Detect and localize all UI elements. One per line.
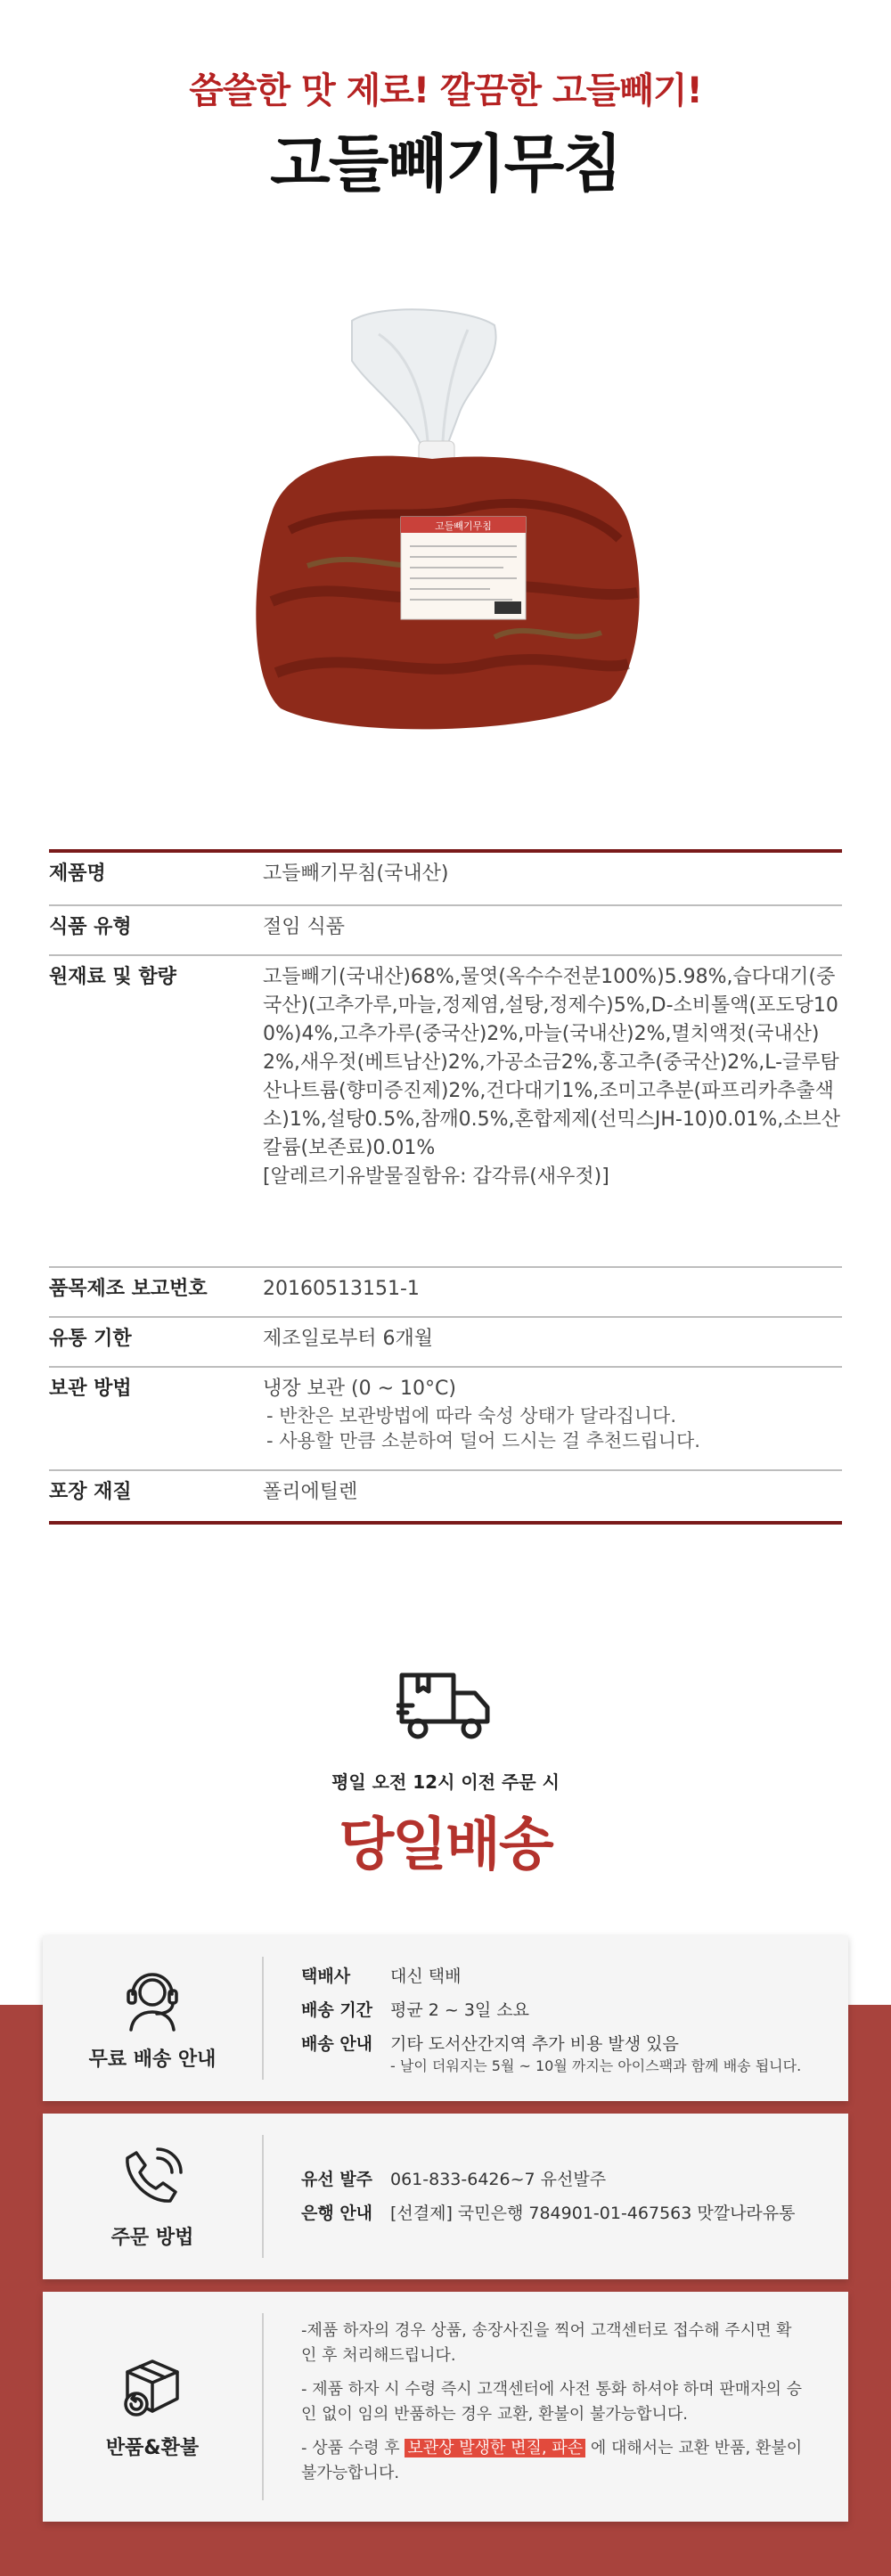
headset-icon bbox=[119, 1966, 186, 2033]
page-title: 고들빼기무침 bbox=[270, 127, 621, 200]
truck-icon bbox=[396, 1666, 495, 1746]
storage-note: - 반찬은 보관방법에 따라 숙성 상태가 달라집니다. bbox=[266, 1405, 677, 1427]
spec-row-ingredients bbox=[49, 956, 842, 1268]
order-method-panel bbox=[43, 2114, 848, 2279]
return-highlight: 보관상 발생한 변질, 파손 bbox=[405, 2439, 585, 2457]
spec-row-type bbox=[49, 906, 842, 956]
delivery-period-row: 배송 기간 평균 2 ~ 3일 소요 bbox=[301, 2000, 530, 2020]
panel-divider bbox=[262, 1957, 264, 2080]
delivery-subtitle: 평일 오전 12시 이전 주문 시 bbox=[331, 1771, 560, 1793]
spec-label: 제품명 bbox=[49, 863, 106, 885]
storage-value: 냉장 보관 (0 ~ 10°C) bbox=[263, 1378, 456, 1400]
return-policy-2: - 제품 하자 시 수령 즉시 고객센터에 사전 통화 하셔야 하며 판매자의 승인 없이 임의 반품하는 경우 교환, 환불이 불가능합니다. bbox=[301, 2380, 803, 2424]
spec-value: 20160513151-1 bbox=[263, 1278, 420, 1300]
return-policy-1: -제품 하자의 경우 상품, 송장사진을 찍어 고객센터로 접수해 주시면 확인 후 처리해드립니다. bbox=[301, 2321, 792, 2365]
product-image bbox=[236, 307, 655, 744]
product-spec-table bbox=[49, 849, 842, 1525]
spec-value: 제조일로부터 6개월 bbox=[263, 1328, 434, 1350]
spec-label: 유통 기한 bbox=[49, 1328, 132, 1350]
hero-section bbox=[0, 0, 891, 820]
panel-title: 반품&환불 bbox=[105, 2436, 200, 2459]
spec-row-shelf-life bbox=[49, 1318, 842, 1368]
storage-note: - 사용할 만큼 소분하여 덜어 드시는 걸 추천드립니다. bbox=[266, 1430, 700, 1452]
spec-label: 원재료 및 함량 bbox=[49, 966, 176, 988]
spec-value: 고들빼기무침(국내산) bbox=[263, 863, 449, 885]
ice-pack-note: - 날이 더워지는 5월 ~ 10월 까지는 아이스팩과 함께 배송 됩니다. bbox=[390, 2057, 802, 2074]
return-policy-3: - 상품 수령 후 보관상 발생한 변질, 파손 에 대해서는 교환 반품, 환불이 불가능합니다. bbox=[301, 2439, 803, 2482]
spec-label: 품목제조 보고번호 bbox=[49, 1278, 208, 1300]
panel-divider bbox=[262, 2313, 264, 2500]
return-box-icon bbox=[119, 2354, 186, 2422]
delivery-headline: 당일배송 bbox=[339, 1812, 552, 1878]
spec-row-storage bbox=[49, 1368, 842, 1471]
spec-label: 식품 유형 bbox=[49, 916, 132, 938]
spec-row-packaging bbox=[49, 1471, 842, 1525]
spec-label: 포장 재질 bbox=[49, 1481, 132, 1503]
spec-row-name bbox=[49, 853, 842, 906]
panel-title: 무료 배송 안내 bbox=[88, 2048, 217, 2071]
panel-title: 주문 방법 bbox=[110, 2226, 194, 2249]
phone-order-row: 유선 발주 061-833-6426~7 유선발주 bbox=[301, 2170, 607, 2189]
delivery-guide-row: 배송 안내 기타 도서산간지역 추가 비용 발생 있음 bbox=[301, 2034, 679, 2054]
return-refund-panel bbox=[43, 2292, 848, 2522]
bank-info-row: 은행 안내 [선결제] 국민은행 784901-01-467563 맛깔나라유통 bbox=[301, 2204, 796, 2223]
tagline: 씁쓸한 맛 제로! 깔끔한 고들빼기! bbox=[189, 70, 702, 111]
package-label-text: 고들빼기무침 bbox=[435, 520, 492, 532]
phone-icon bbox=[119, 2144, 186, 2212]
allergen-note: [알레르기유발물질함유: 갑각류(새우젓)] bbox=[263, 1165, 609, 1188]
shipping-info-panel bbox=[43, 1935, 848, 2101]
spec-label: 보관 방법 bbox=[49, 1378, 132, 1400]
spec-value: 폴리에틸렌 bbox=[263, 1481, 358, 1503]
same-day-delivery-section bbox=[0, 1666, 891, 1881]
courier-row: 택배사 대신 택배 bbox=[301, 1967, 462, 1986]
panel-divider bbox=[262, 2135, 264, 2258]
spec-row-report-number bbox=[49, 1268, 842, 1318]
ingredients-text: 고들빼기(국내산)68%,물엿(옥수수전분100%)5.98%,습다대기(중국산)(고추가루,마늘,정제염,설탕,정제수)5%,D-소비톨액(포도당100%)4%,고추가루(중국산)2%,마늘(국내산)2%,멸치액젓(국내산)2%,새우젓(베트남산)2%,가공소금2%,홍고추(중국산)2%,L-글루탐산나트륨(향미증진제)2%,건다대기1%,조미고추분(파프리카추출색소)1%,설탕0.5%,참깨0.5%,혼합제제(선믹스JH-10)0.01%,소브산칼륨(보존료)0.01% bbox=[263, 966, 841, 1159]
spec-value: 절임 식품 bbox=[263, 916, 346, 938]
